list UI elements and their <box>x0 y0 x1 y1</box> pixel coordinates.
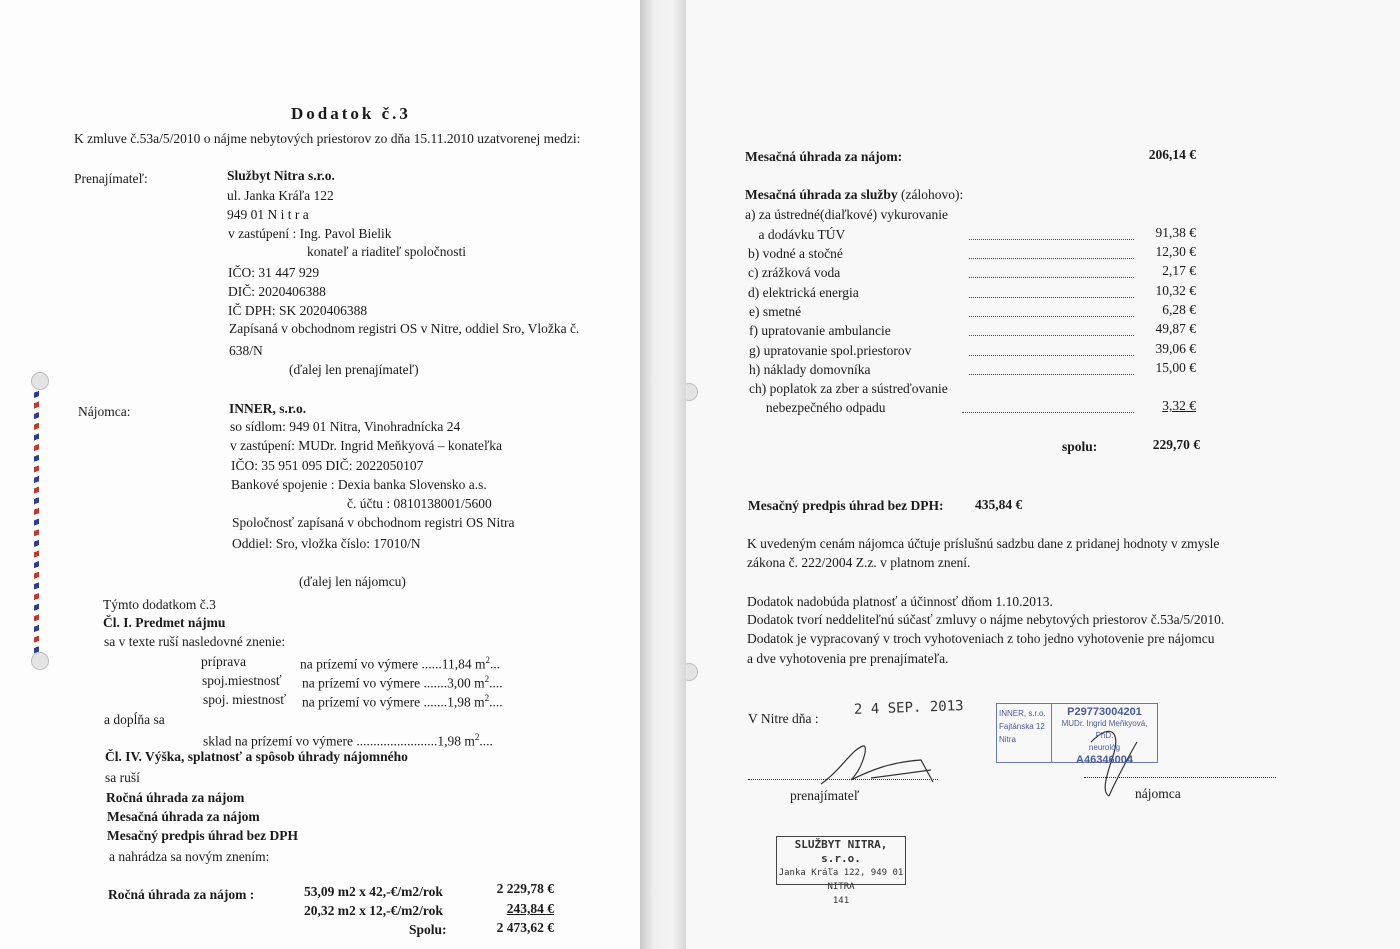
service-label: ch) poplatok za zber a sústreďovanie <box>749 381 948 396</box>
right-page <box>686 0 1400 949</box>
paragraph-line: K uvedeným cenám nájomca účtuje príslušnú sadzbu dane z pridanej hodnoty v zmysle <box>747 536 1220 551</box>
tenant-line: IČO: 35 951 095 DIČ: 2022050107 <box>231 458 424 473</box>
adds-label: a dopĺňa sa <box>104 712 165 727</box>
dot-leader <box>969 248 1134 259</box>
binding-hole <box>31 372 49 390</box>
tenant-line: Bankové spojenie : Dexia banka Slovensko a.s. <box>231 477 487 492</box>
service-amount: 39,06 € <box>1155 341 1196 356</box>
room-added: sklad na prízemí vo výmere ........................1,98 $m^2$.... <box>203 732 493 749</box>
service-amount: 10,32 € <box>1155 283 1196 298</box>
service-label: nebezpečného odpadu <box>749 400 886 415</box>
service-amount: 49,87 € <box>1155 321 1196 336</box>
dot-leader <box>969 229 1134 240</box>
landlord-line: ul. Janka Kráľa 122 <box>227 188 334 203</box>
article-1-text: sa v texte ruší nasledovné znenie: <box>104 634 286 649</box>
services-total: 229,70 € <box>1152 437 1200 452</box>
annual-total: 2 473,62 € <box>496 920 554 935</box>
dot-leader <box>969 287 1134 298</box>
tenant-line: v zastúpení: MUDr. Ingrid Meňkyová – konateľka <box>230 438 503 453</box>
service-amount: 2,17 € <box>1162 263 1196 278</box>
room-area: na prízemí vo výmere ......11,84 $m^2$... <box>300 655 501 672</box>
annual-calc: 20,32 m2 x 12,-€/m2/rok <box>304 903 443 918</box>
annual-amount: 243,84 € <box>506 901 554 916</box>
paragraph-line: Dodatok tvorí neddeliteľnú súčasť zmluvy o nájme nebytových priestorov č.53a/5/2010. <box>747 612 1225 627</box>
tenant-line: č. účtu : 0810138001/5600 <box>347 496 492 511</box>
paragraph-line: Dodatok nadobúda platnosť a účinnosť dňom 1.10.2013. <box>747 594 1053 609</box>
landlord-line: IČ DPH: SK 2020406388 <box>228 303 368 318</box>
tenant-stamp-left: INNER, s.r.o. Fajtánska 12 Nitra <box>997 704 1052 762</box>
article-4-text: sa ruší <box>105 770 140 785</box>
dot-leader <box>962 402 1134 413</box>
binding-hole <box>686 663 698 681</box>
tenant-line: Oddiel: Sro, vložka číslo: 17010/N <box>232 536 421 551</box>
article-4-item: Ročná úhrada za nájom <box>106 790 245 805</box>
binding-hole <box>31 652 49 670</box>
annual-amount: 2 229,78 € <box>496 881 554 896</box>
tenant-line: Spoločnosť zapísaná v obchodnom registri OS Nitra <box>232 515 515 530</box>
dot-leader <box>969 345 1134 356</box>
service-label: a) za ústredné(diaľkové) vykurovanie <box>745 207 949 222</box>
annual-calc: 53,09 m2 x 42,-€/m2/rok <box>304 884 443 899</box>
tenant-line: so sídlom: 949 01 Nitra, Vinohradnícka 24 <box>230 419 461 434</box>
landlord-line: konateľ a riaditeľ spoločnosti <box>307 244 467 259</box>
paragraph-line: Dodatok je vypracovaný v troch vyhotoveniach z toho jedno vyhotovenie pre nájomcu <box>747 631 1215 646</box>
service-label: f) upratovanie ambulancie <box>749 323 891 338</box>
article-4-heading: Čl. IV. Výška, splatnosť a spôsob úhrady nájomného <box>105 749 408 764</box>
tenant-sign-label: nájomca <box>1135 786 1181 801</box>
monthly-total-label: Mesačný predpis úhrad bez DPH: <box>748 498 944 513</box>
service-amount: 91,38 € <box>1155 225 1196 240</box>
landlord-line: v zastúpení : Ing. Pavol Bielik <box>228 226 392 241</box>
service-amount: 3,32 € <box>1162 398 1196 413</box>
place-label: V Nitre dňa : <box>748 711 819 726</box>
room-name: príprava <box>201 654 246 669</box>
dot-leader <box>969 364 1134 375</box>
service-amount: 6,28 € <box>1162 302 1196 317</box>
landlord-line: 949 01 N i t r a <box>227 207 309 222</box>
article-4-replace: a nahrádza sa novým znením: <box>109 849 270 864</box>
room-name: spoj.miestnosť <box>202 673 282 688</box>
service-label: c) zrážková voda <box>748 265 841 280</box>
article-4-item: Mesačná úhrada za nájom <box>107 809 260 824</box>
room-area: na prízemí vo výmere .......3,00 $m^2$.... <box>302 674 503 691</box>
tenant-stamp-right: P29773004201 MUDr. Ingrid Meňkyová, PhD. neurológ A46346004 <box>1061 706 1148 766</box>
services-total-label: spolu: <box>1062 439 1098 454</box>
intro-text: Týmto dodatkom č.3 <box>103 597 216 612</box>
monthly-total: 435,84 € <box>975 497 1023 512</box>
binding-cord <box>34 382 39 662</box>
left-page <box>0 0 640 949</box>
document-subtitle: K zmluve č.53a/5/2010 o nájme nebytových priestorov zo dňa 15.11.2010 uzatvorenej medzi: <box>74 131 581 146</box>
tenant-name: INNER, s.r.o. <box>229 401 307 416</box>
service-label: g) upratovanie spol.priestorov <box>749 343 912 358</box>
landlord-line: Zapísaná v obchodnom registri OS v Nitre, oddiel Sro, Vložka č. <box>229 321 580 336</box>
tenant-signature-line <box>1084 775 1276 778</box>
binding-hole <box>686 383 698 401</box>
tenant-stamp <box>996 703 1158 766</box>
service-amount: 12,30 € <box>1155 244 1196 259</box>
paragraph-line: a dve vyhotovenia pre prenajímateľa. <box>747 651 949 666</box>
monthly-rent-label: Mesačná úhrada za nájom: <box>745 149 903 164</box>
landlord-line: IČO: 31 447 929 <box>228 265 320 280</box>
service-label: b) vodné a stočné <box>748 246 843 261</box>
landlord-name: Službyt Nitra s.r.o. <box>227 168 335 183</box>
annual-rent-label: Ročná úhrada za nájom : <box>108 887 255 902</box>
tenant-label: Nájomca: <box>78 404 131 419</box>
paragraph-line: zákona č. 222/2004 Z.z. v platnom znení. <box>747 555 971 570</box>
page-gutter <box>640 0 686 949</box>
tenant-alias: (ďalej len nájomcu) <box>299 574 406 589</box>
service-label: e) smetné <box>749 304 802 319</box>
landlord-line: 638/N <box>229 343 263 358</box>
document-title: Dodatok č.3 <box>291 104 411 123</box>
landlord-label: Prenajímateľ: <box>74 171 148 186</box>
monthly-rent-amount: 206,14 € <box>1148 147 1196 162</box>
annual-total-label: Spolu: <box>409 922 447 937</box>
service-amount: 15,00 € <box>1155 360 1196 375</box>
landlord-stamp: SLUŽBYT NITRA, s.r.o. Janka Kráľa 122, 949 01 NITRA 141 <box>776 836 906 885</box>
date-stamp: 2 4 SEP. 2013 <box>853 698 964 718</box>
room-name: spoj. miestnosť <box>203 692 287 707</box>
service-label: a dodávku TÚV <box>745 227 846 242</box>
dot-leader <box>969 325 1134 336</box>
dot-leader <box>969 267 1134 278</box>
service-label: d) elektrická energia <box>748 285 859 300</box>
landlord-signature-line <box>748 777 938 780</box>
landlord-signature <box>781 740 951 790</box>
landlord-alias: (ďalej len prenajímateľ) <box>289 362 419 377</box>
services-heading: Mesačná úhrada za služby (zálohovo): <box>745 187 964 202</box>
dot-leader <box>969 306 1134 317</box>
article-1-heading: Čl. I. Predmet nájmu <box>103 615 226 630</box>
service-label: h) náklady domovníka <box>749 362 871 377</box>
room-area: na prízemí vo výmere .......1,98 $m^2$.... <box>302 693 503 710</box>
landlord-sign-label: prenajímateľ <box>790 788 860 803</box>
landlord-line: DIČ: 2020406388 <box>228 284 326 299</box>
article-4-item: Mesačný predpis úhrad bez DPH <box>107 828 299 843</box>
